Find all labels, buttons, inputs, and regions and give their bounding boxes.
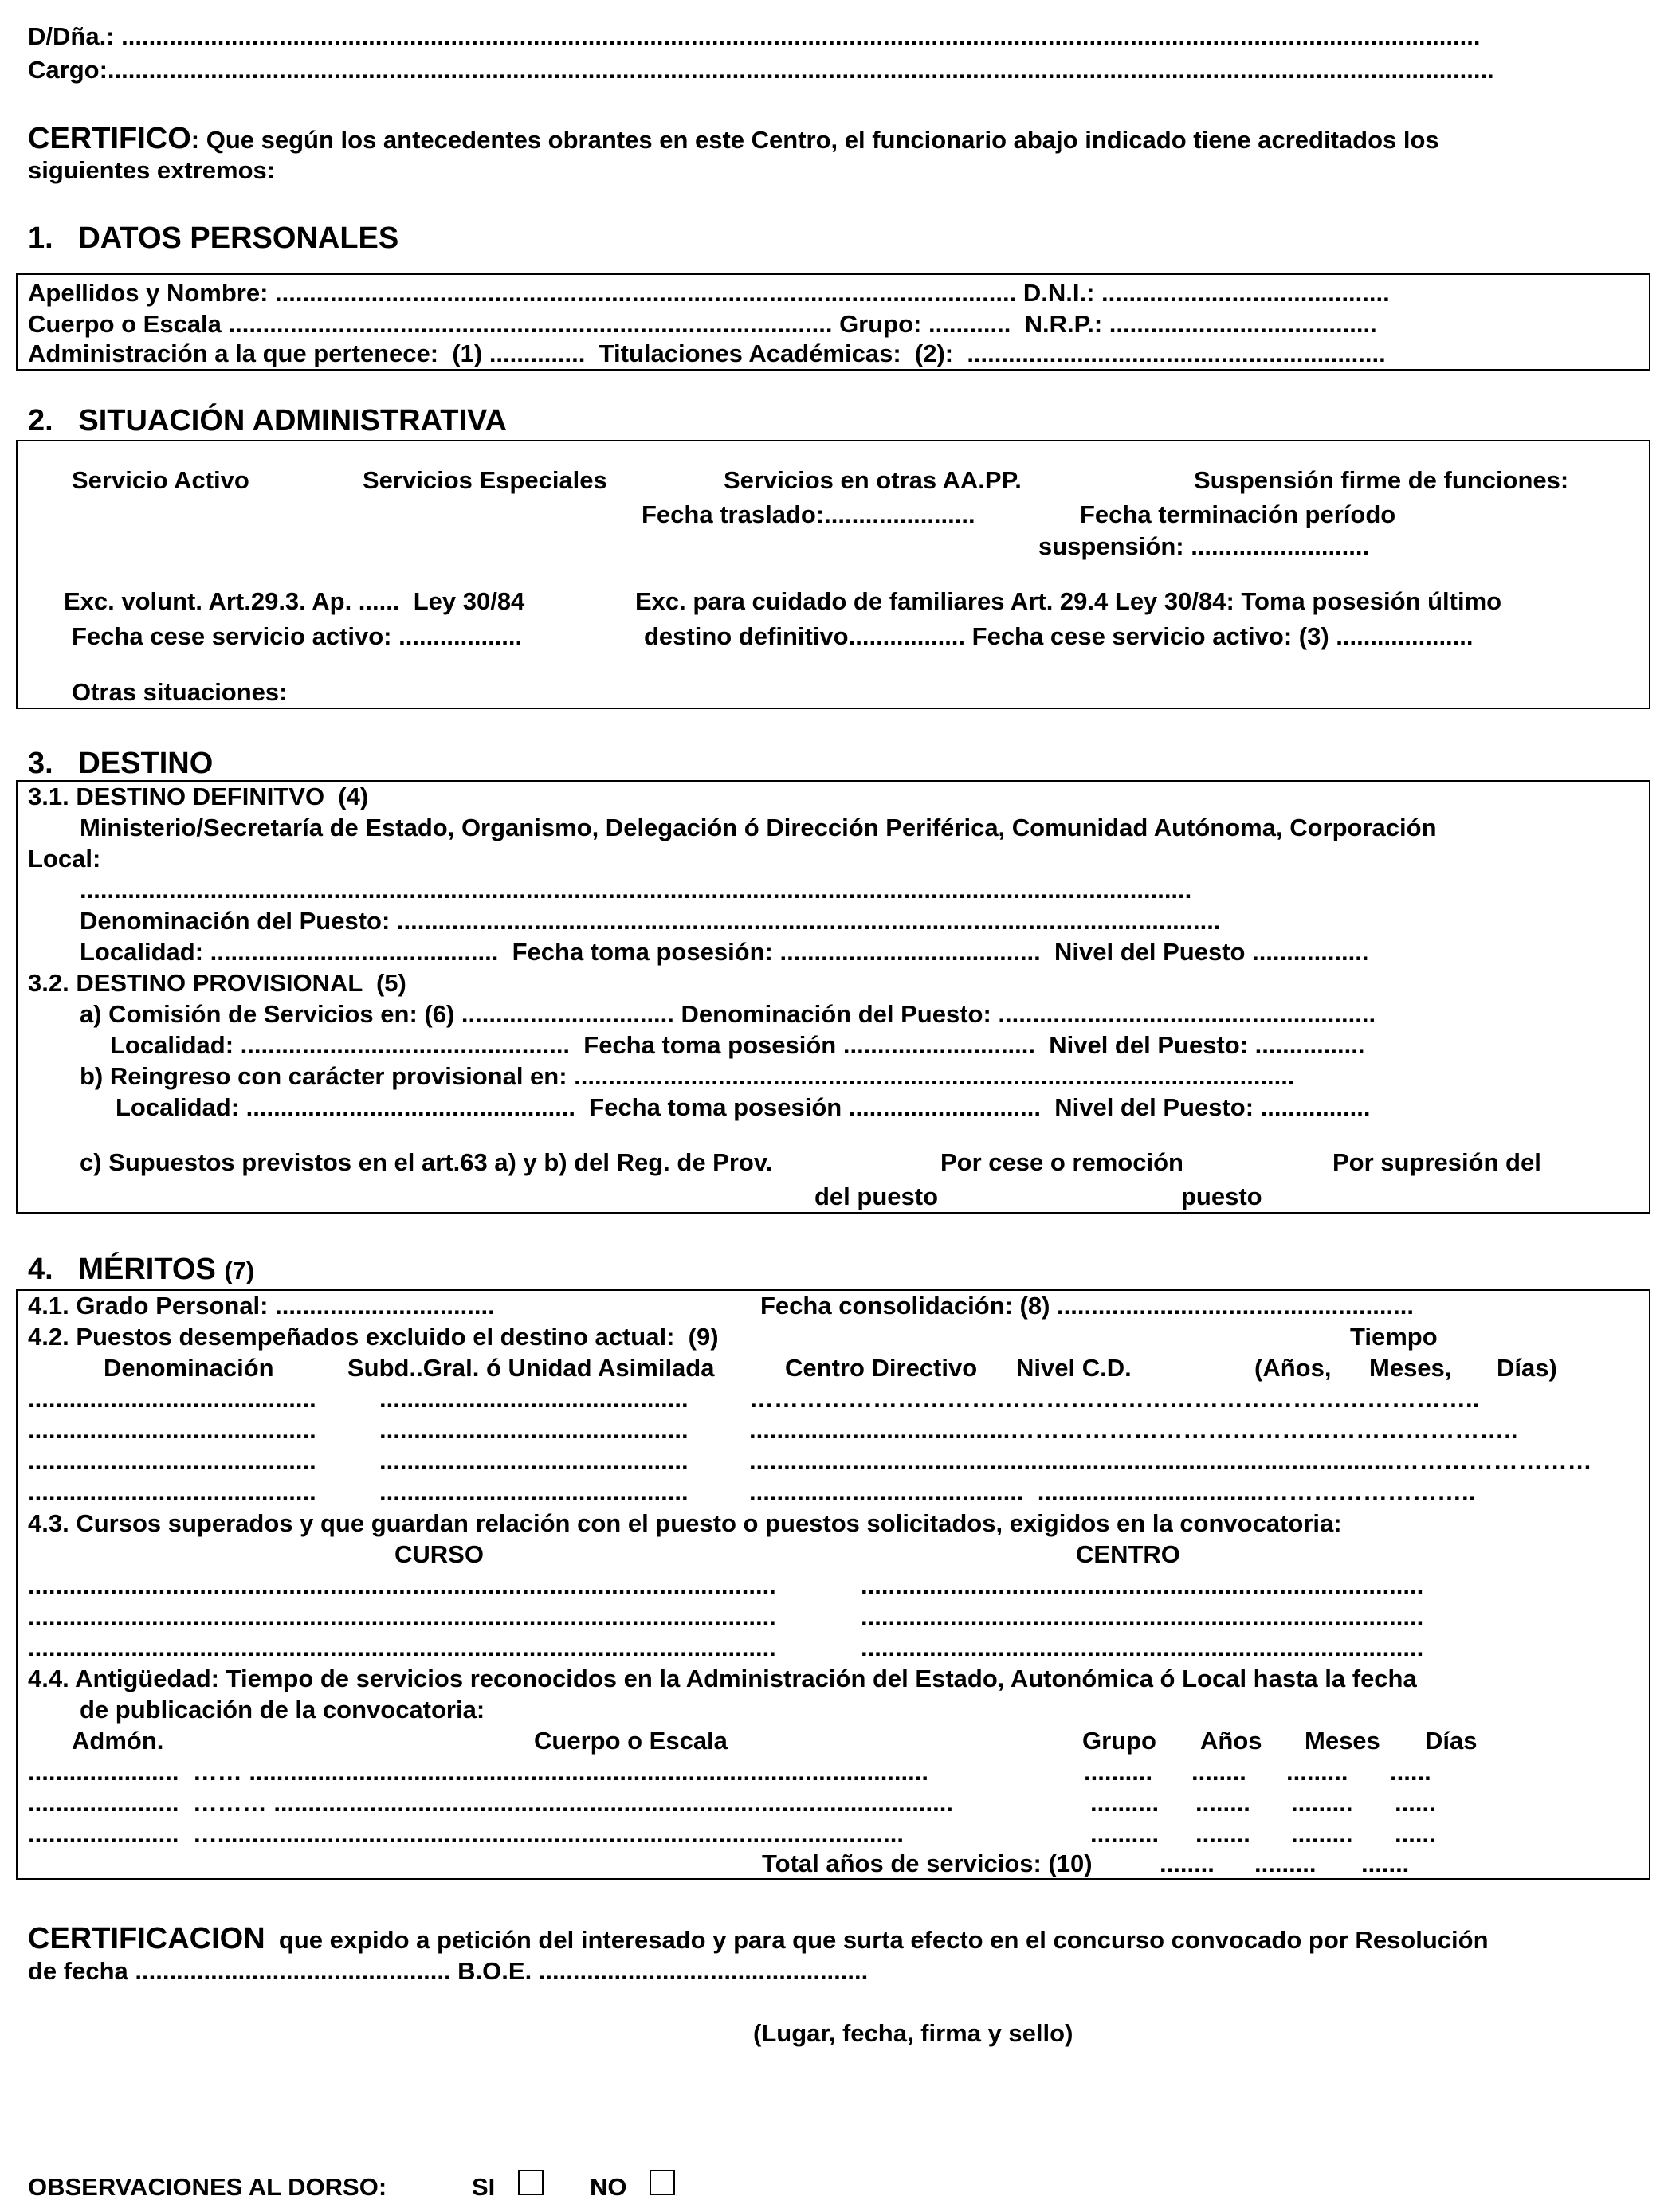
puesto-row-2-resto[interactable]: ......................................…………………………………………………….. [749,1416,1518,1444]
antiguedad-row-3-dias[interactable]: ...... [1395,1820,1436,1848]
certifico-text1: : Que según los antecedentes obrantes en este Centro, el funcionario abajo indicado tiene acreditados los [190,126,1439,154]
certifico-line1 [28,124,1439,154]
comision-servicios-field[interactable]: a) Comisión de Servicios en: (6) ............................... Denominación del Puesto: ....................................................... [80,1000,1376,1028]
otras-situaciones-field[interactable]: Otras situaciones: [72,678,288,706]
anos-header: (Años, [1254,1354,1332,1382]
curso-row-2[interactable]: ............................................................................................................. [28,1602,776,1630]
antiguedad-row-2-dias[interactable]: ...... [1395,1789,1436,1817]
certificacion-line1 [28,1924,1489,1954]
dias-header-2: Días [1425,1727,1478,1755]
antiguedad-subheading: de publicación de la convocatoria: [80,1696,485,1724]
section1-title: 1. DATOS PERSONALES [28,222,399,255]
puesto-row-3-denominacion[interactable]: .......................................... [28,1447,316,1475]
centro-row-3[interactable]: .................................................................................. [861,1634,1424,1661]
puesto-row-1-resto[interactable]: …………………………………………………………………………….. [749,1385,1480,1413]
denominacion-header: Denominación [104,1354,274,1382]
cursos-heading: 4.3. Cursos superados y que guardan relación con el puesto o puestos solicitados, exigidos en la convocatoria: [28,1509,1342,1537]
antiguedad-row-3-cuerpo[interactable]: ...................... ….................................................................................................... [28,1820,904,1848]
observaciones-label: OBSERVACIONES AL DORSO: [28,2173,387,2201]
antiguedad-row-1-grupo[interactable]: .......... [1084,1758,1153,1786]
antiguedad-row-1-cuerpo[interactable]: ...................... …… ................................................................................................... [28,1758,928,1786]
nivel-cd-header: Nivel C.D. [1016,1354,1132,1382]
organismo-field[interactable]: .................................................................................................................................................................. [80,876,1192,904]
destino-definitivo-field[interactable]: destino definitivo................. Fecha cese servicio activo: (3) .................... [644,622,1474,650]
destino-definitivo-heading: 3.1. DESTINO DEFINITVO (4) [28,782,369,810]
cuerpo-field[interactable]: Cuerpo o Escala ........................................................................................ Grupo: ............ N.R.P.: ....................................... [28,310,1377,338]
curso-row-3[interactable]: ............................................................................................................. [28,1634,776,1661]
si-checkbox[interactable] [518,2170,544,2195]
centro-row-2[interactable]: .................................................................................. [861,1602,1424,1630]
puesto-row-3-subdireccion[interactable]: ............................................. [379,1447,689,1475]
section3-title: 3. DESTINO [28,747,214,780]
puesto-label: puesto [1181,1182,1262,1210]
meses-header: Meses, [1369,1354,1452,1382]
centro-directivo-header: Centro Directivo [785,1354,978,1382]
exc-voluntaria-option[interactable]: Exc. volunt. Art.29.3. Ap. ...... Ley 30/84 [64,587,525,615]
no-label: NO [590,2173,627,2201]
puesto-row-2-denominacion[interactable]: .......................................... [28,1416,316,1444]
anos-header-2: Años [1200,1727,1262,1755]
certificacion-text1: que expido a petición del interesado y para que surta efecto en el concurso convocado por Resolución [278,1926,1489,1954]
denominacion-puesto-field[interactable]: Denominación del Puesto: ........................................................................................................................ [80,907,1221,935]
administracion-field[interactable]: Administración a la que pertenece: (1) .............. Titulaciones Académicas: (2): ............................................................. [28,339,1386,367]
servicios-otras-aapp-option[interactable]: Servicios en otras AA.PP. [724,466,1022,494]
fecha-traslado-field[interactable]: Fecha traslado:...................... [642,500,975,528]
suspension-option[interactable]: Suspensión firme de funciones: [1194,466,1569,494]
puestos-desempenados-heading: 4.2. Puestos desempeñados excluido el destino actual: (9) [28,1323,719,1351]
section2-title: 2. SITUACIÓN ADMINISTRATIVA [28,404,507,437]
antiguedad-row-1-dias[interactable]: ...... [1390,1758,1431,1786]
antiguedad-heading: 4.4. Antigüedad: Tiempo de servicios reconocidos en la Administración del Estado, Autonómica ó Local hasta la fecha [28,1665,1417,1692]
centro-header: CENTRO [1076,1540,1180,1568]
puesto-row-2-subdireccion[interactable]: ............................................. [379,1416,689,1444]
puesto-row-1-subdireccion[interactable]: ............................................. [379,1385,689,1413]
fecha-consolidacion-field[interactable]: Fecha consolidación: (8) .................................................... [760,1292,1414,1320]
antiguedad-row-1-anos[interactable]: ........ [1191,1758,1246,1786]
dna-field[interactable]: D/Dña.: ...................................................................................................................................................................................................... [28,22,1481,50]
grado-personal-field[interactable]: 4.1. Grado Personal: ................................ [28,1292,495,1320]
dias-header: Días) [1497,1354,1557,1382]
total-anos-label: Total años de servicios: (10) [762,1849,1093,1877]
puesto-row-4-denominacion[interactable]: .......................................... [28,1478,316,1506]
puesto-row-3-resto[interactable]: ..............................................................................................…………………… [749,1447,1592,1475]
destino-provisional-heading: 3.2. DESTINO PROVISIONAL (5) [28,969,406,997]
local-label: Local: [28,845,101,873]
total-meses-field[interactable]: ......... [1254,1849,1317,1877]
servicios-especiales-option[interactable]: Servicios Especiales [363,466,607,494]
grupo-header: Grupo [1082,1727,1156,1755]
fecha-terminacion-label: Fecha terminación período [1080,500,1396,528]
reingreso-field[interactable]: b) Reingreso con carácter provisional en: ......................................................................................................... [80,1062,1295,1090]
localidad-reingreso-field[interactable]: Localidad: ................................................ Fecha toma posesión ............................ Nivel del Puesto: ................ [116,1093,1371,1121]
cargo-field[interactable]: Cargo:.......................................................................................................................................................................................................... [28,56,1494,84]
curso-row-1[interactable]: ............................................................................................................. [28,1571,776,1599]
meritos-note: (7) [224,1257,255,1284]
subdireccion-header: Subd..Gral. ó Unidad Asimilada [347,1354,715,1382]
certificacion-fecha-boe-field[interactable]: de fecha .............................................. B.O.E. ................................................ [28,1957,869,1985]
tiempo-header: Tiempo [1350,1323,1438,1351]
fecha-cese-field[interactable]: Fecha cese servicio activo: .................. [72,622,523,650]
antiguedad-row-3-anos[interactable]: ........ [1195,1820,1250,1848]
no-checkbox[interactable] [650,2170,675,2195]
cuerpo-escala-header: Cuerpo o Escala [534,1727,728,1755]
supuestos-label: c) Supuestos previstos en el art.63 a) y b) del Reg. de Prov. [80,1148,773,1176]
antiguedad-row-2-cuerpo[interactable]: ...................... ……… ................................................................................................... [28,1789,953,1817]
puesto-row-4-subdireccion[interactable]: ............................................. [379,1478,689,1506]
total-anos-field[interactable]: ........ [1160,1849,1215,1877]
servicio-activo-option[interactable]: Servicio Activo [72,466,249,494]
centro-row-1[interactable]: .................................................................................. [861,1571,1424,1599]
localidad-definitivo-field[interactable]: Localidad: .......................................... Fecha toma posesión: ...................................... Nivel del Puesto ................. [80,938,1369,966]
suspension-field[interactable]: suspensión: .......................... [1038,532,1370,560]
localidad-comision-field[interactable]: Localidad: ................................................ Fecha toma posesión ............................ Nivel del Puesto: ................ [110,1031,1365,1059]
antiguedad-row-2-meses[interactable]: ......... [1291,1789,1353,1817]
meritos-title: 4. MÉRITOS [28,1253,216,1286]
curso-header: CURSO [394,1540,484,1568]
exc-cuidado-familiares-option[interactable]: Exc. para cuidado de familiares Art. 29.4 Ley 30/84: Toma posesión último [635,587,1502,615]
lugar-fecha-firma-label: (Lugar, fecha, firma y sello) [753,2019,1073,2047]
del-puesto-label: del puesto [814,1182,939,1210]
supresion-option[interactable]: Por supresión del [1332,1148,1541,1176]
cese-remocion-option[interactable]: Por cese o remoción [940,1148,1183,1176]
certificacion-word: CERTIFICACION [28,1922,265,1955]
certifico-text2: siguientes extremos: [28,156,276,184]
puesto-row-1-denominacion[interactable]: .......................................... [28,1385,316,1413]
antiguedad-row-2-grupo[interactable]: .......... [1090,1789,1160,1817]
ministerio-label: Ministerio/Secretaría de Estado, Organismo, Delegación ó Dirección Periférica, Comunidad Autónoma, Corporación [80,814,1437,841]
apellidos-field[interactable]: Apellidos y Nombre: ............................................................................................................ D.N.I.: .......................................... [28,279,1390,307]
antiguedad-row-1-meses[interactable]: ......... [1286,1758,1348,1786]
antiguedad-row-3-grupo[interactable]: .......... [1090,1820,1160,1848]
antiguedad-row-3-meses[interactable]: ......... [1291,1820,1353,1848]
meses-header-2: Meses [1305,1727,1380,1755]
certifico-word: CERTIFICO [28,122,191,155]
admon-header: Admón. [72,1727,164,1755]
puesto-row-4-resto[interactable]: ........................................ .................................…………………….. [749,1478,1476,1506]
si-label: SI [472,2173,496,2201]
section4-title [28,1254,254,1284]
total-dias-field[interactable]: ....... [1361,1849,1410,1877]
antiguedad-row-2-anos[interactable]: ........ [1195,1789,1250,1817]
